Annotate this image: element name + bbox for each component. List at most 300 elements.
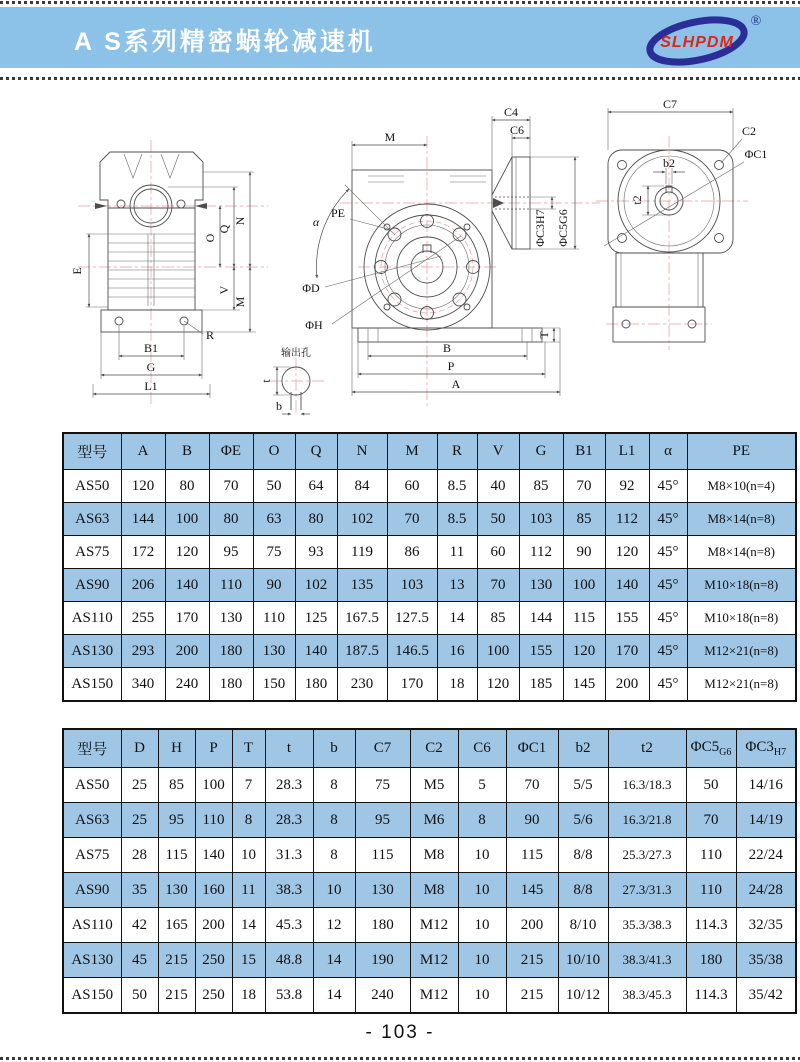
- column-header: [649, 433, 687, 470]
- dim-label-phiH: ΦH: [305, 318, 323, 332]
- table-row: [63, 668, 796, 702]
- value-cell: 125: [295, 602, 337, 635]
- value-cell: 11: [232, 873, 265, 908]
- model-cell: AS63: [63, 803, 121, 838]
- dim-label-t: t: [259, 379, 273, 383]
- value-cell: 340: [121, 668, 165, 702]
- table-row: [63, 908, 796, 943]
- value-cell: 18: [437, 668, 477, 702]
- column-header-label: α: [664, 443, 672, 459]
- value-cell: 112: [605, 503, 649, 536]
- column-header: [558, 729, 608, 768]
- column-header-label: O: [268, 443, 280, 459]
- column-header-label: B1: [575, 443, 593, 459]
- value-cell: 250: [195, 978, 232, 1014]
- value-cell: 5/6: [558, 803, 608, 838]
- value-cell: 80: [209, 503, 253, 536]
- value-cell: M10×18(n=8): [687, 569, 796, 602]
- column-header-label: C2: [425, 740, 443, 756]
- value-cell: 230: [337, 668, 387, 702]
- dim-label-phiC5: ΦC5G6: [556, 209, 570, 247]
- value-cell: 11: [437, 536, 477, 569]
- value-cell: 95: [355, 803, 410, 838]
- value-cell: 130: [355, 873, 410, 908]
- value-cell: 185: [519, 668, 563, 702]
- dim-label-t2: t2: [630, 195, 644, 205]
- value-cell: 48.8: [265, 943, 313, 978]
- dim-label-alpha: α: [312, 215, 320, 229]
- dim-label-N: N: [233, 216, 247, 226]
- column-header-label: b: [330, 740, 338, 756]
- column-header-label: A: [137, 443, 149, 459]
- value-cell: 86: [387, 536, 437, 569]
- value-cell: 28: [121, 838, 158, 873]
- value-cell: 200: [506, 908, 558, 943]
- value-cell: 110: [686, 838, 736, 873]
- dim-label-phiC3: ΦC3H7: [533, 209, 547, 247]
- value-cell: M6: [410, 803, 458, 838]
- brand-logo-icon: [640, 11, 770, 69]
- value-cell: 8: [313, 768, 355, 803]
- value-cell: 14: [232, 908, 265, 943]
- left-view-drawing: [70, 140, 268, 406]
- value-cell: 35/42: [736, 978, 796, 1014]
- column-header-label: Q: [310, 443, 322, 459]
- model-cell: AS63: [63, 503, 121, 536]
- value-cell: 60: [387, 470, 437, 503]
- band-dotted-rule: [0, 77, 800, 80]
- value-cell: 18: [232, 978, 265, 1014]
- value-cell: 90: [506, 803, 558, 838]
- column-header-label: T: [243, 740, 254, 756]
- model-cell: AS75: [63, 838, 121, 873]
- column-header: [686, 729, 736, 768]
- value-cell: 170: [165, 602, 209, 635]
- value-cell: 53.8: [265, 978, 313, 1014]
- value-cell: M12: [410, 943, 458, 978]
- column-header-label: ΦC5: [690, 739, 720, 755]
- right-view-drawing: [596, 97, 767, 350]
- value-cell: 38.3/45.3: [608, 978, 686, 1014]
- dim-label-T: T: [537, 331, 551, 339]
- header-band: [0, 7, 800, 68]
- value-cell: 8: [458, 803, 506, 838]
- value-cell: 140: [195, 838, 232, 873]
- value-cell: 10: [458, 908, 506, 943]
- value-cell: 70: [506, 768, 558, 803]
- value-cell: 45: [121, 943, 158, 978]
- value-cell: 180: [686, 943, 736, 978]
- column-header: [506, 729, 558, 768]
- value-cell: 110: [253, 602, 295, 635]
- value-cell: M8×14(n=8): [687, 536, 796, 569]
- value-cell: 10: [458, 838, 506, 873]
- value-cell: 160: [195, 873, 232, 908]
- value-cell: 146.5: [387, 635, 437, 668]
- value-cell: 24/28: [736, 873, 796, 908]
- table-row: [63, 838, 796, 873]
- value-cell: 85: [477, 602, 519, 635]
- value-cell: 200: [195, 908, 232, 943]
- dim-label-PE: PE: [330, 206, 346, 220]
- value-cell: 10: [232, 838, 265, 873]
- column-header: [195, 729, 232, 768]
- column-header-label: P: [209, 740, 218, 756]
- column-header: [295, 433, 337, 470]
- column-header-subscript: G6: [719, 747, 732, 758]
- value-cell: 145: [563, 668, 605, 702]
- column-header-label: C7: [373, 740, 392, 756]
- value-cell: 172: [121, 536, 165, 569]
- column-header-label: H: [171, 740, 182, 756]
- technical-drawings: [0, 88, 800, 433]
- value-cell: 12: [313, 908, 355, 943]
- value-cell: 102: [337, 503, 387, 536]
- value-cell: M5: [410, 768, 458, 803]
- column-header: [519, 433, 563, 470]
- value-cell: 28.3: [265, 803, 313, 838]
- model-cell: AS150: [63, 668, 121, 702]
- model-cell: AS50: [63, 470, 121, 503]
- value-cell: 140: [165, 569, 209, 602]
- dim-label-b2: b2: [663, 156, 675, 170]
- value-cell: M12: [410, 978, 458, 1014]
- brand-logo: [640, 11, 770, 74]
- column-header: [121, 729, 158, 768]
- dim-label-B1: B1: [143, 341, 159, 355]
- column-header-label: M: [405, 443, 419, 459]
- value-cell: 35/38: [736, 943, 796, 978]
- dim-label-O: O: [203, 233, 217, 243]
- value-cell: 31.3: [265, 838, 313, 873]
- value-cell: 50: [121, 978, 158, 1014]
- value-cell: 145: [506, 873, 558, 908]
- value-cell: 85: [519, 470, 563, 503]
- value-cell: 25: [121, 803, 158, 838]
- column-header: [410, 729, 458, 768]
- table-row: [63, 978, 796, 1014]
- value-cell: 15: [232, 943, 265, 978]
- value-cell: 170: [387, 668, 437, 702]
- value-cell: 50: [253, 470, 295, 503]
- value-cell: 60: [477, 536, 519, 569]
- dim-label-Q: Q: [217, 224, 231, 234]
- dim-label-phiD: ΦD: [302, 281, 320, 295]
- value-cell: 8: [313, 803, 355, 838]
- bottom-dotted-rule: [0, 1057, 800, 1060]
- value-cell: 75: [253, 536, 295, 569]
- value-cell: 112: [519, 536, 563, 569]
- value-cell: 92: [605, 470, 649, 503]
- value-cell: M10×18(n=8): [687, 602, 796, 635]
- dim-label-C2: C2: [741, 124, 757, 138]
- dim-label-C7: C7: [662, 97, 678, 111]
- column-header: [387, 433, 437, 470]
- value-cell: 27.3/31.3: [608, 873, 686, 908]
- value-cell: 165: [158, 908, 195, 943]
- value-cell: 70: [209, 470, 253, 503]
- value-cell: 90: [563, 536, 605, 569]
- value-cell: 45°: [649, 470, 687, 503]
- value-cell: 7: [232, 768, 265, 803]
- value-cell: 240: [165, 668, 209, 702]
- column-header: [736, 729, 796, 768]
- value-cell: 50: [686, 768, 736, 803]
- column-header: [165, 433, 209, 470]
- value-cell: 127.5: [387, 602, 437, 635]
- value-cell: 63: [253, 503, 295, 536]
- model-cell: AS110: [63, 908, 121, 943]
- value-cell: 45°: [649, 536, 687, 569]
- column-header: [209, 433, 253, 470]
- value-cell: 10: [458, 873, 506, 908]
- column-header-label: D: [134, 740, 145, 756]
- value-cell: 100: [195, 768, 232, 803]
- column-header: [687, 433, 796, 470]
- column-header-label: C6: [473, 740, 491, 756]
- value-cell: 70: [686, 803, 736, 838]
- value-cell: 14: [313, 943, 355, 978]
- value-cell: 32/35: [736, 908, 796, 943]
- value-cell: 155: [519, 635, 563, 668]
- value-cell: 144: [121, 503, 165, 536]
- dim-label-V: V: [217, 285, 231, 295]
- model-cell: AS90: [63, 873, 121, 908]
- output-hole-title: 输出孔: [281, 348, 311, 359]
- value-cell: 110: [195, 803, 232, 838]
- column-header: [253, 433, 295, 470]
- center-view-drawing: [302, 105, 600, 408]
- value-cell: 10/10: [558, 943, 608, 978]
- dimension-table-2: [62, 728, 797, 1014]
- value-cell: 190: [355, 943, 410, 978]
- value-cell: 114.3: [686, 978, 736, 1014]
- value-cell: 16.3/21.8: [608, 803, 686, 838]
- value-cell: 110: [209, 569, 253, 602]
- column-header-label: 型号: [77, 445, 108, 461]
- column-header: [63, 729, 121, 768]
- table-row: [63, 503, 796, 536]
- value-cell: 25.3/27.3: [608, 838, 686, 873]
- model-cell: AS130: [63, 943, 121, 978]
- value-cell: M8: [410, 873, 458, 908]
- column-header: [63, 433, 121, 470]
- value-cell: 100: [165, 503, 209, 536]
- column-header: [232, 729, 265, 768]
- value-cell: 5/5: [558, 768, 608, 803]
- dim-label-G: G: [146, 360, 156, 374]
- column-header: [608, 729, 686, 768]
- table-row: [63, 602, 796, 635]
- value-cell: 93: [295, 536, 337, 569]
- value-cell: 5: [458, 768, 506, 803]
- dimension-table-1: [62, 432, 797, 702]
- value-cell: 130: [519, 569, 563, 602]
- value-cell: 8/8: [558, 838, 608, 873]
- dim-label-L1: L1: [144, 379, 158, 393]
- header-row: [63, 729, 796, 768]
- value-cell: 100: [477, 635, 519, 668]
- value-cell: 215: [506, 978, 558, 1014]
- table-row: [63, 569, 796, 602]
- value-cell: 206: [121, 569, 165, 602]
- value-cell: M12: [410, 908, 458, 943]
- value-cell: 120: [477, 668, 519, 702]
- value-cell: 45.3: [265, 908, 313, 943]
- value-cell: 120: [605, 536, 649, 569]
- value-cell: 8/8: [558, 873, 608, 908]
- value-cell: 45°: [649, 602, 687, 635]
- value-cell: 95: [158, 803, 195, 838]
- dim-label-E: E: [70, 267, 84, 275]
- value-cell: 120: [563, 635, 605, 668]
- value-cell: 84: [337, 470, 387, 503]
- value-cell: 10: [458, 978, 506, 1014]
- value-cell: 130: [253, 635, 295, 668]
- value-cell: 102: [295, 569, 337, 602]
- dim-label-b: b: [276, 399, 282, 413]
- value-cell: 140: [605, 569, 649, 602]
- value-cell: 14: [437, 602, 477, 635]
- registered-trademark-icon: ®: [750, 14, 762, 29]
- value-cell: M12×21(n=8): [687, 635, 796, 668]
- value-cell: M8: [410, 838, 458, 873]
- value-cell: 80: [295, 503, 337, 536]
- column-header-label: ΦC3: [745, 739, 774, 755]
- value-cell: 95: [209, 536, 253, 569]
- column-header-label: ΦC1: [517, 740, 547, 756]
- value-cell: 215: [158, 978, 195, 1014]
- dim-label-M-left: M: [233, 296, 247, 308]
- column-header: [265, 729, 313, 768]
- value-cell: 180: [295, 668, 337, 702]
- value-cell: 25: [121, 768, 158, 803]
- value-cell: 80: [165, 470, 209, 503]
- value-cell: 45°: [649, 635, 687, 668]
- value-cell: 70: [563, 470, 605, 503]
- logo-text: SLHPDM: [660, 34, 734, 51]
- value-cell: 8: [232, 803, 265, 838]
- output-hole-detail-drawing: [259, 346, 324, 414]
- value-cell: 50: [477, 503, 519, 536]
- dim-label-C6: C6: [509, 123, 525, 137]
- value-cell: M8×14(n=8): [687, 503, 796, 536]
- model-cell: AS90: [63, 569, 121, 602]
- value-cell: 64: [295, 470, 337, 503]
- value-cell: 120: [121, 470, 165, 503]
- model-cell: AS110: [63, 602, 121, 635]
- value-cell: 8.5: [437, 470, 477, 503]
- column-header-label: R: [451, 443, 462, 459]
- value-cell: 200: [165, 635, 209, 668]
- value-cell: 115: [563, 602, 605, 635]
- value-cell: 40: [477, 470, 519, 503]
- table-row: [63, 873, 796, 908]
- dim-label-C4: C4: [503, 105, 519, 119]
- value-cell: 45°: [649, 668, 687, 702]
- dim-label-P: P: [447, 359, 455, 373]
- value-cell: 10/12: [558, 978, 608, 1014]
- value-cell: 42: [121, 908, 158, 943]
- value-cell: 120: [165, 536, 209, 569]
- dim-label-phiC1: ΦC1: [744, 147, 768, 161]
- value-cell: 130: [209, 602, 253, 635]
- table-row: [63, 943, 796, 978]
- column-header: [158, 729, 195, 768]
- column-header: [563, 433, 605, 470]
- table-row: [63, 470, 796, 503]
- value-cell: 100: [563, 569, 605, 602]
- column-header: [605, 433, 649, 470]
- column-header: [458, 729, 506, 768]
- value-cell: 135: [337, 569, 387, 602]
- value-cell: 155: [605, 602, 649, 635]
- table-row: [63, 803, 796, 838]
- value-cell: 240: [355, 978, 410, 1014]
- dim-label-R: R: [205, 328, 215, 342]
- column-header: [477, 433, 519, 470]
- column-header-label: PE: [732, 443, 750, 459]
- value-cell: 10: [313, 873, 355, 908]
- value-cell: 90: [253, 569, 295, 602]
- value-cell: 38.3: [265, 873, 313, 908]
- value-cell: 103: [387, 569, 437, 602]
- value-cell: 215: [506, 943, 558, 978]
- value-cell: 70: [477, 569, 519, 602]
- table-row: [63, 768, 796, 803]
- value-cell: 167.5: [337, 602, 387, 635]
- value-cell: 28.3: [265, 768, 313, 803]
- value-cell: 38.3/41.3: [608, 943, 686, 978]
- header-row: [63, 433, 796, 470]
- top-dotted-rule: [0, 1, 800, 4]
- column-header-label: t2: [641, 740, 653, 756]
- value-cell: 140: [295, 635, 337, 668]
- column-header-label: ΦE: [220, 443, 242, 459]
- column-header-label: G: [535, 443, 547, 459]
- value-cell: 14/16: [736, 768, 796, 803]
- value-cell: 170: [605, 635, 649, 668]
- model-cell: AS75: [63, 536, 121, 569]
- column-header-label: b2: [575, 740, 591, 756]
- value-cell: 16: [437, 635, 477, 668]
- column-header-label: L1: [618, 443, 636, 459]
- value-cell: 70: [387, 503, 437, 536]
- model-cell: AS50: [63, 768, 121, 803]
- value-cell: 85: [158, 768, 195, 803]
- value-cell: 45°: [649, 569, 687, 602]
- value-cell: 35.3/38.3: [608, 908, 686, 943]
- value-cell: 14/19: [736, 803, 796, 838]
- page-title: A S系列精密蜗轮减速机: [74, 28, 376, 56]
- page-number: - 103 -: [365, 1022, 435, 1043]
- value-cell: 180: [355, 908, 410, 943]
- column-header-label: B: [181, 443, 192, 459]
- value-cell: 8.5: [437, 503, 477, 536]
- value-cell: 8/10: [558, 908, 608, 943]
- value-cell: 114.3: [686, 908, 736, 943]
- column-header: [121, 433, 165, 470]
- value-cell: 130: [158, 873, 195, 908]
- value-cell: 13: [437, 569, 477, 602]
- table-row: [63, 536, 796, 569]
- value-cell: 8: [313, 838, 355, 873]
- model-cell: AS150: [63, 978, 121, 1014]
- column-header-label: V: [492, 443, 504, 459]
- column-header-subscript: H7: [773, 747, 787, 758]
- value-cell: 85: [563, 503, 605, 536]
- value-cell: 119: [337, 536, 387, 569]
